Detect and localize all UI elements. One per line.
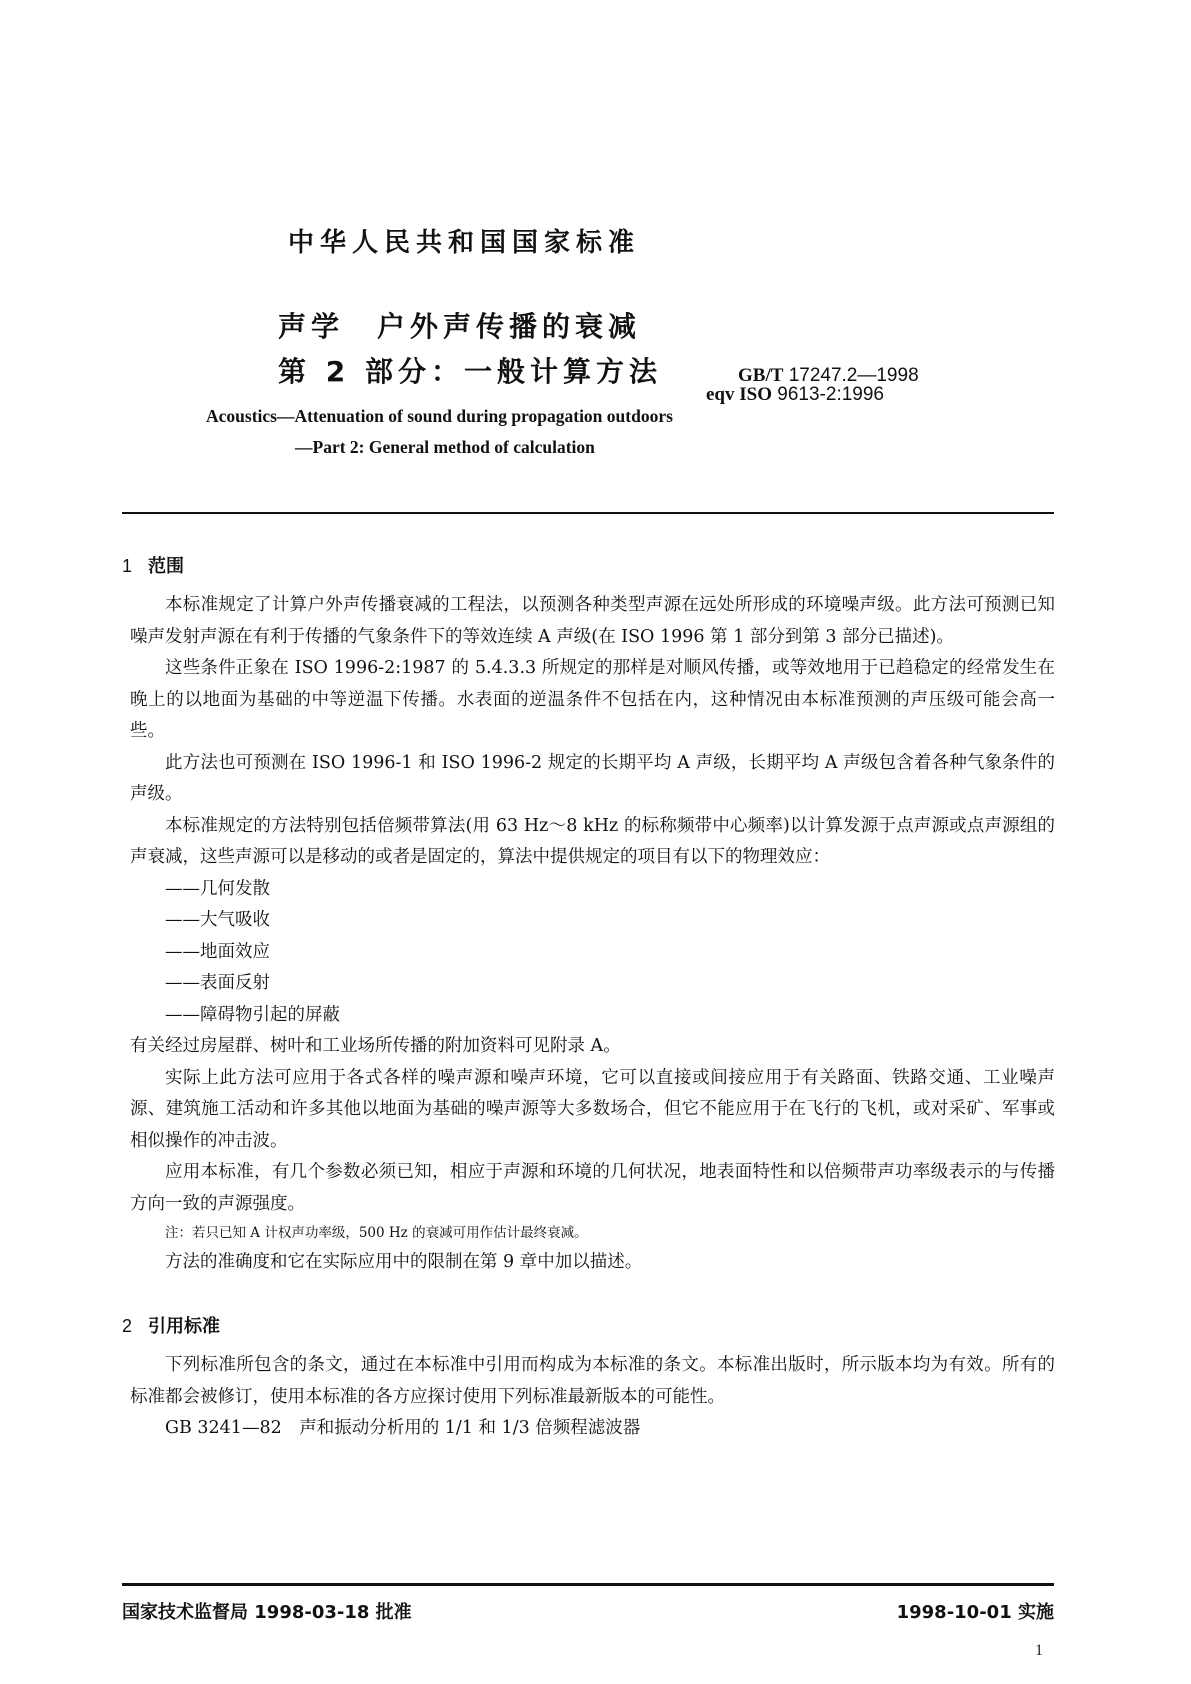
english-title-line1: Acoustics—Attenuation of sound during propagation outdoors <box>206 406 673 426</box>
effect-item: ——大气吸收 <box>165 910 270 930</box>
equivalent-prefix: eqv ISO <box>706 384 772 405</box>
section-1-body <box>130 590 1055 1279</box>
note-text: 注：若只已知 A 计权声功率级，500 Hz 的衰减可用作估计最终衰减。 <box>165 1225 588 1241</box>
header-divider <box>122 512 1054 514</box>
equivalent-standard <box>706 385 884 405</box>
annex-note: 有关经过房屋群、树叶和工业场所传播的附加资料可见附录 A。 <box>130 1036 621 1056</box>
section-1-number: 1 <box>122 556 133 576</box>
section-2-number: 2 <box>122 1316 133 1336</box>
section-2-body <box>130 1350 1055 1445</box>
effect-item: ——障碍物引起的屏蔽 <box>165 1004 340 1025</box>
section-1-heading <box>122 552 184 578</box>
approval-date: 国家技术监督局 1998-03-18 批准 <box>122 1602 412 1623</box>
english-title-line2: —Part 2: General method of calculation <box>295 437 595 457</box>
reference-item: GB 3241—82 声和振动分析用的 1/1 和 1/3 倍频程滤波器 <box>165 1418 641 1438</box>
equivalent-number: 9613-2:1996 <box>777 384 884 405</box>
normative-references-paragraph: 下列标准所包含的条文，通过在本标准中引用而构成为本标准的条文。本标准出版时，所示版本均为有效。所有的标准都会被修订，使用本标准的各方应探讨使用下列标准最新版本的可能性。 <box>130 1355 1055 1407</box>
applications-paragraph: 实际上此方法可应用于各式各样的噪声源和噪声环境，它可以直接或间接应用于有关路面、铁路交通、工业噪声源、建筑施工活动和许多其他以地面为基础的噪声源等大多数场合，但它不能应用于在飞行的飞机，或对采矿、军事或相似操作的冲击波。 <box>130 1067 1055 1151</box>
page-number: 1 <box>1035 1642 1043 1659</box>
scope-paragraph: 本标准规定了计算户外声传播衰减的工程法，以预测各种类型声源在远处所形成的环境噪声级。此方法可预测已知噪声发射声源在有利于传播的气象条件下的等效连续 A 声级(在 ISO 1996 第 1 部分到第 3 部分已描述)。 <box>130 595 1055 647</box>
implementation-date: 1998-10-01 实施 <box>896 1602 1054 1623</box>
document-title-line2: 第 2 部分：一般计算方法 <box>278 355 662 388</box>
effect-item: ——地面效应 <box>165 941 270 962</box>
section-2-heading <box>122 1312 220 1338</box>
footer-divider <box>122 1583 1054 1586</box>
standard-code <box>738 366 919 386</box>
effect-item: ——表面反射 <box>165 973 270 993</box>
conditions-paragraph: 这些条件正象在 ISO 1996-2:1987 的 5.4.3.3 所规定的那样是对顺风传播，或等效地用于已趋稳定的经常发生在晚上的以地面为基础的中等逆温下传播。水表面的逆温条件不包括在内，这种情况由本标准预测的声压级可能会高一些。 <box>130 658 1055 741</box>
section-2-title: 引用标准 <box>148 1316 221 1337</box>
standard-code-number: 17247.2—1998 <box>788 365 919 386</box>
national-standard-heading: 中华人民共和国国家标准 <box>288 228 641 258</box>
document-title-line1: 声学 户外声传播的衰减 <box>278 310 642 343</box>
standard-code-prefix: GB/T <box>738 365 784 386</box>
accuracy-paragraph: 方法的准确度和它在实际应用中的限制在第 9 章中加以描述。 <box>165 1252 643 1272</box>
long-term-paragraph: 此方法也可预测在 ISO 1996-1 和 ISO 1996-2 规定的长期平均 A 声级，长期平均 A 声级包含着各种气象条件的声级。 <box>130 752 1055 804</box>
parameters-paragraph: 应用本标准，有几个参数必须已知，相应于声源和环境的几何状况，地表面特性和以倍频带声功率级表示的与传播方向一致的声源强度。 <box>130 1162 1055 1214</box>
effect-item: ——几何发散 <box>165 878 270 899</box>
section-1-title: 范围 <box>148 556 185 577</box>
octave-band-paragraph: 本标准规定的方法特别包括倍频带算法(用 63 Hz～8 kHz 的标称频带中心频率)以计算发源于点声源或点声源组的声衰减，这些声源可以是移动的或者是固定的，算法中提供规定的项目有以下的物理效应： <box>130 815 1055 867</box>
